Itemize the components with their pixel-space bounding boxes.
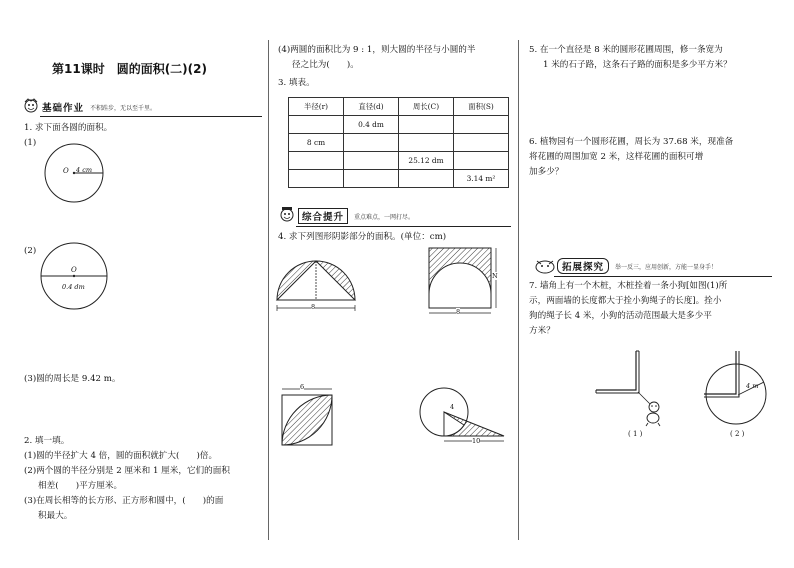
cartoon-mascot-icon (278, 207, 298, 225)
table-cell[interactable] (344, 134, 399, 152)
section-underline (40, 116, 262, 117)
q7-fig2-caption: ( 2 ) (730, 430, 745, 438)
table-cell[interactable] (289, 152, 344, 170)
q3-table (288, 97, 509, 188)
table-row (289, 170, 509, 188)
q2-line-1: (1)圆的半径扩大 4 倍，圆的面积就扩大( )倍。 (24, 451, 218, 461)
table-cell[interactable] (454, 152, 509, 170)
section-subtitle: 不积跬步，无以至千里。 (90, 104, 157, 112)
q2-prompt: 2. 填一填。 (24, 436, 70, 446)
cartoon-mascot-icon (22, 98, 42, 116)
section-banner-comprehensive (278, 207, 414, 225)
q7-line-2: 示，两面墙的长度都大于拴小狗绳子的长度]。拴小 (529, 296, 722, 306)
table-cell: 25.12 dm (399, 152, 454, 170)
q6-line-2: 将花圃的周围加宽 2 米，这样花圃的面积可增 (529, 152, 704, 162)
q7-line-1: 7. 墙角上有一个木桩，木桩拴着一条小狗[如图(1)所 (529, 281, 728, 291)
table-header-cell: 直径(d) (344, 98, 399, 116)
q4-fig3-dimension: 6 (300, 383, 305, 391)
q1-circle-radius-figure (36, 140, 116, 220)
q4-figure-semicircle-triangle (272, 245, 362, 325)
q7-line-3: 狗的绳子长 4 米，小狗的活动范围最大是多少平 (529, 311, 712, 321)
section-subtitle: 重点难点，一网打尽。 (354, 213, 415, 221)
table-header-cell: 半径(r) (289, 98, 344, 116)
table-cell: 8 cm (289, 134, 344, 152)
table-cell[interactable] (289, 116, 344, 134)
q1-part3: (3)圆的周长是 9.42 m。 (24, 374, 121, 384)
table-cell[interactable] (454, 116, 509, 134)
table-row (289, 134, 509, 152)
q7-line-4: 方米？ (529, 326, 555, 336)
q7-fig1-caption: ( 1 ) (628, 430, 643, 438)
q7-figure-wall-corner-dog (592, 346, 682, 436)
table-cell[interactable] (344, 152, 399, 170)
table-cell[interactable] (454, 134, 509, 152)
q2-line-6: (4)两圆的面积比为 9 : 1，则大圆的半径与小圆的半 (278, 45, 476, 55)
dog-icon (646, 402, 660, 426)
q7-fig2-radius-label: 4 m (746, 382, 759, 390)
q1-center-label-2: O (71, 266, 77, 274)
q4-fig4-dimension-a: 4 (450, 403, 455, 411)
table-cell[interactable] (399, 134, 454, 152)
column-divider (518, 40, 519, 540)
q1-prompt: 1. 求下面各圆的面积。 (24, 123, 113, 133)
section-underline (296, 226, 511, 227)
section-tag: 基础作业 (42, 103, 85, 114)
table-header-cell: 面积(S) (454, 98, 509, 116)
section-subtitle: 举一反三，应用创新，方能一显身手！ (615, 263, 718, 271)
table-cell[interactable] (344, 170, 399, 188)
q1-radius-label: 4 cm (76, 166, 93, 174)
page-title: 第11课时 圆的面积(二)(2) (52, 62, 207, 76)
cartoon-mascot-icon (533, 257, 557, 275)
table-cell[interactable] (289, 170, 344, 188)
section-tag: 综合提升 (298, 208, 348, 224)
q2-line-5: 积最大。 (38, 511, 73, 521)
q2-line-3: 相差( )平方厘米。 (38, 481, 123, 491)
table-cell: 3.14 m² (454, 170, 509, 188)
table-cell: 0.4 dm (344, 116, 399, 134)
q2-line-4: (3)在周长相等的长方形、正方形和圆中，( )的面 (24, 496, 224, 506)
section-banner-extension (533, 257, 717, 275)
q3-prompt: 3. 填表。 (278, 78, 315, 88)
q4-fig4-dimension-b: 10 (472, 437, 481, 445)
q7-figure-wall-corner-circle (700, 346, 790, 436)
table-row (289, 152, 509, 170)
table-header-row (289, 98, 509, 116)
q4-fig2-dimension-bottom: 8 (456, 308, 461, 316)
q1-part1-label: (1) (24, 138, 37, 148)
q1-part2-label: (2) (24, 246, 37, 256)
q4-fig1-dimension: 8 (311, 303, 316, 311)
q4-figure-circle-triangle (420, 378, 520, 458)
column-divider (268, 40, 269, 540)
table-cell[interactable] (399, 170, 454, 188)
q4-figure-rect-semicircle (425, 244, 515, 324)
q4-figure-square-leaf (276, 385, 356, 465)
q4-fig2-dimension-side: N (492, 272, 498, 280)
q2-line-2: (2)两个圆的半径分别是 2 厘米和 1 厘米，它们的面积 (24, 466, 230, 476)
q6-line-3: 加多少？ (529, 167, 564, 177)
section-banner-basic (22, 98, 156, 116)
q6-line-1: 6. 植物园有一个圆形花圃，周长为 37.68 米，现准备 (529, 137, 734, 147)
table-row (289, 116, 509, 134)
q4-prompt: 4. 求下列图形阴影部分的面积。(单位：cm) (278, 232, 447, 242)
q5-line-2: 1 米的石子路，这条石子路的面积是多少平方米？ (543, 60, 732, 70)
section-tag: 拓展探究 (557, 258, 609, 274)
q5-line-1: 5. 在一个直径是 8 米的圆形花圃周围，修一条宽为 (529, 45, 723, 55)
table-cell[interactable] (399, 116, 454, 134)
q2-line-7: 径之比为( )。 (292, 60, 359, 70)
q1-diameter-label: 0.4 dm (62, 283, 85, 291)
table-header-cell: 周长(C) (399, 98, 454, 116)
q1-center-label: O (63, 167, 69, 175)
section-underline (554, 276, 772, 277)
